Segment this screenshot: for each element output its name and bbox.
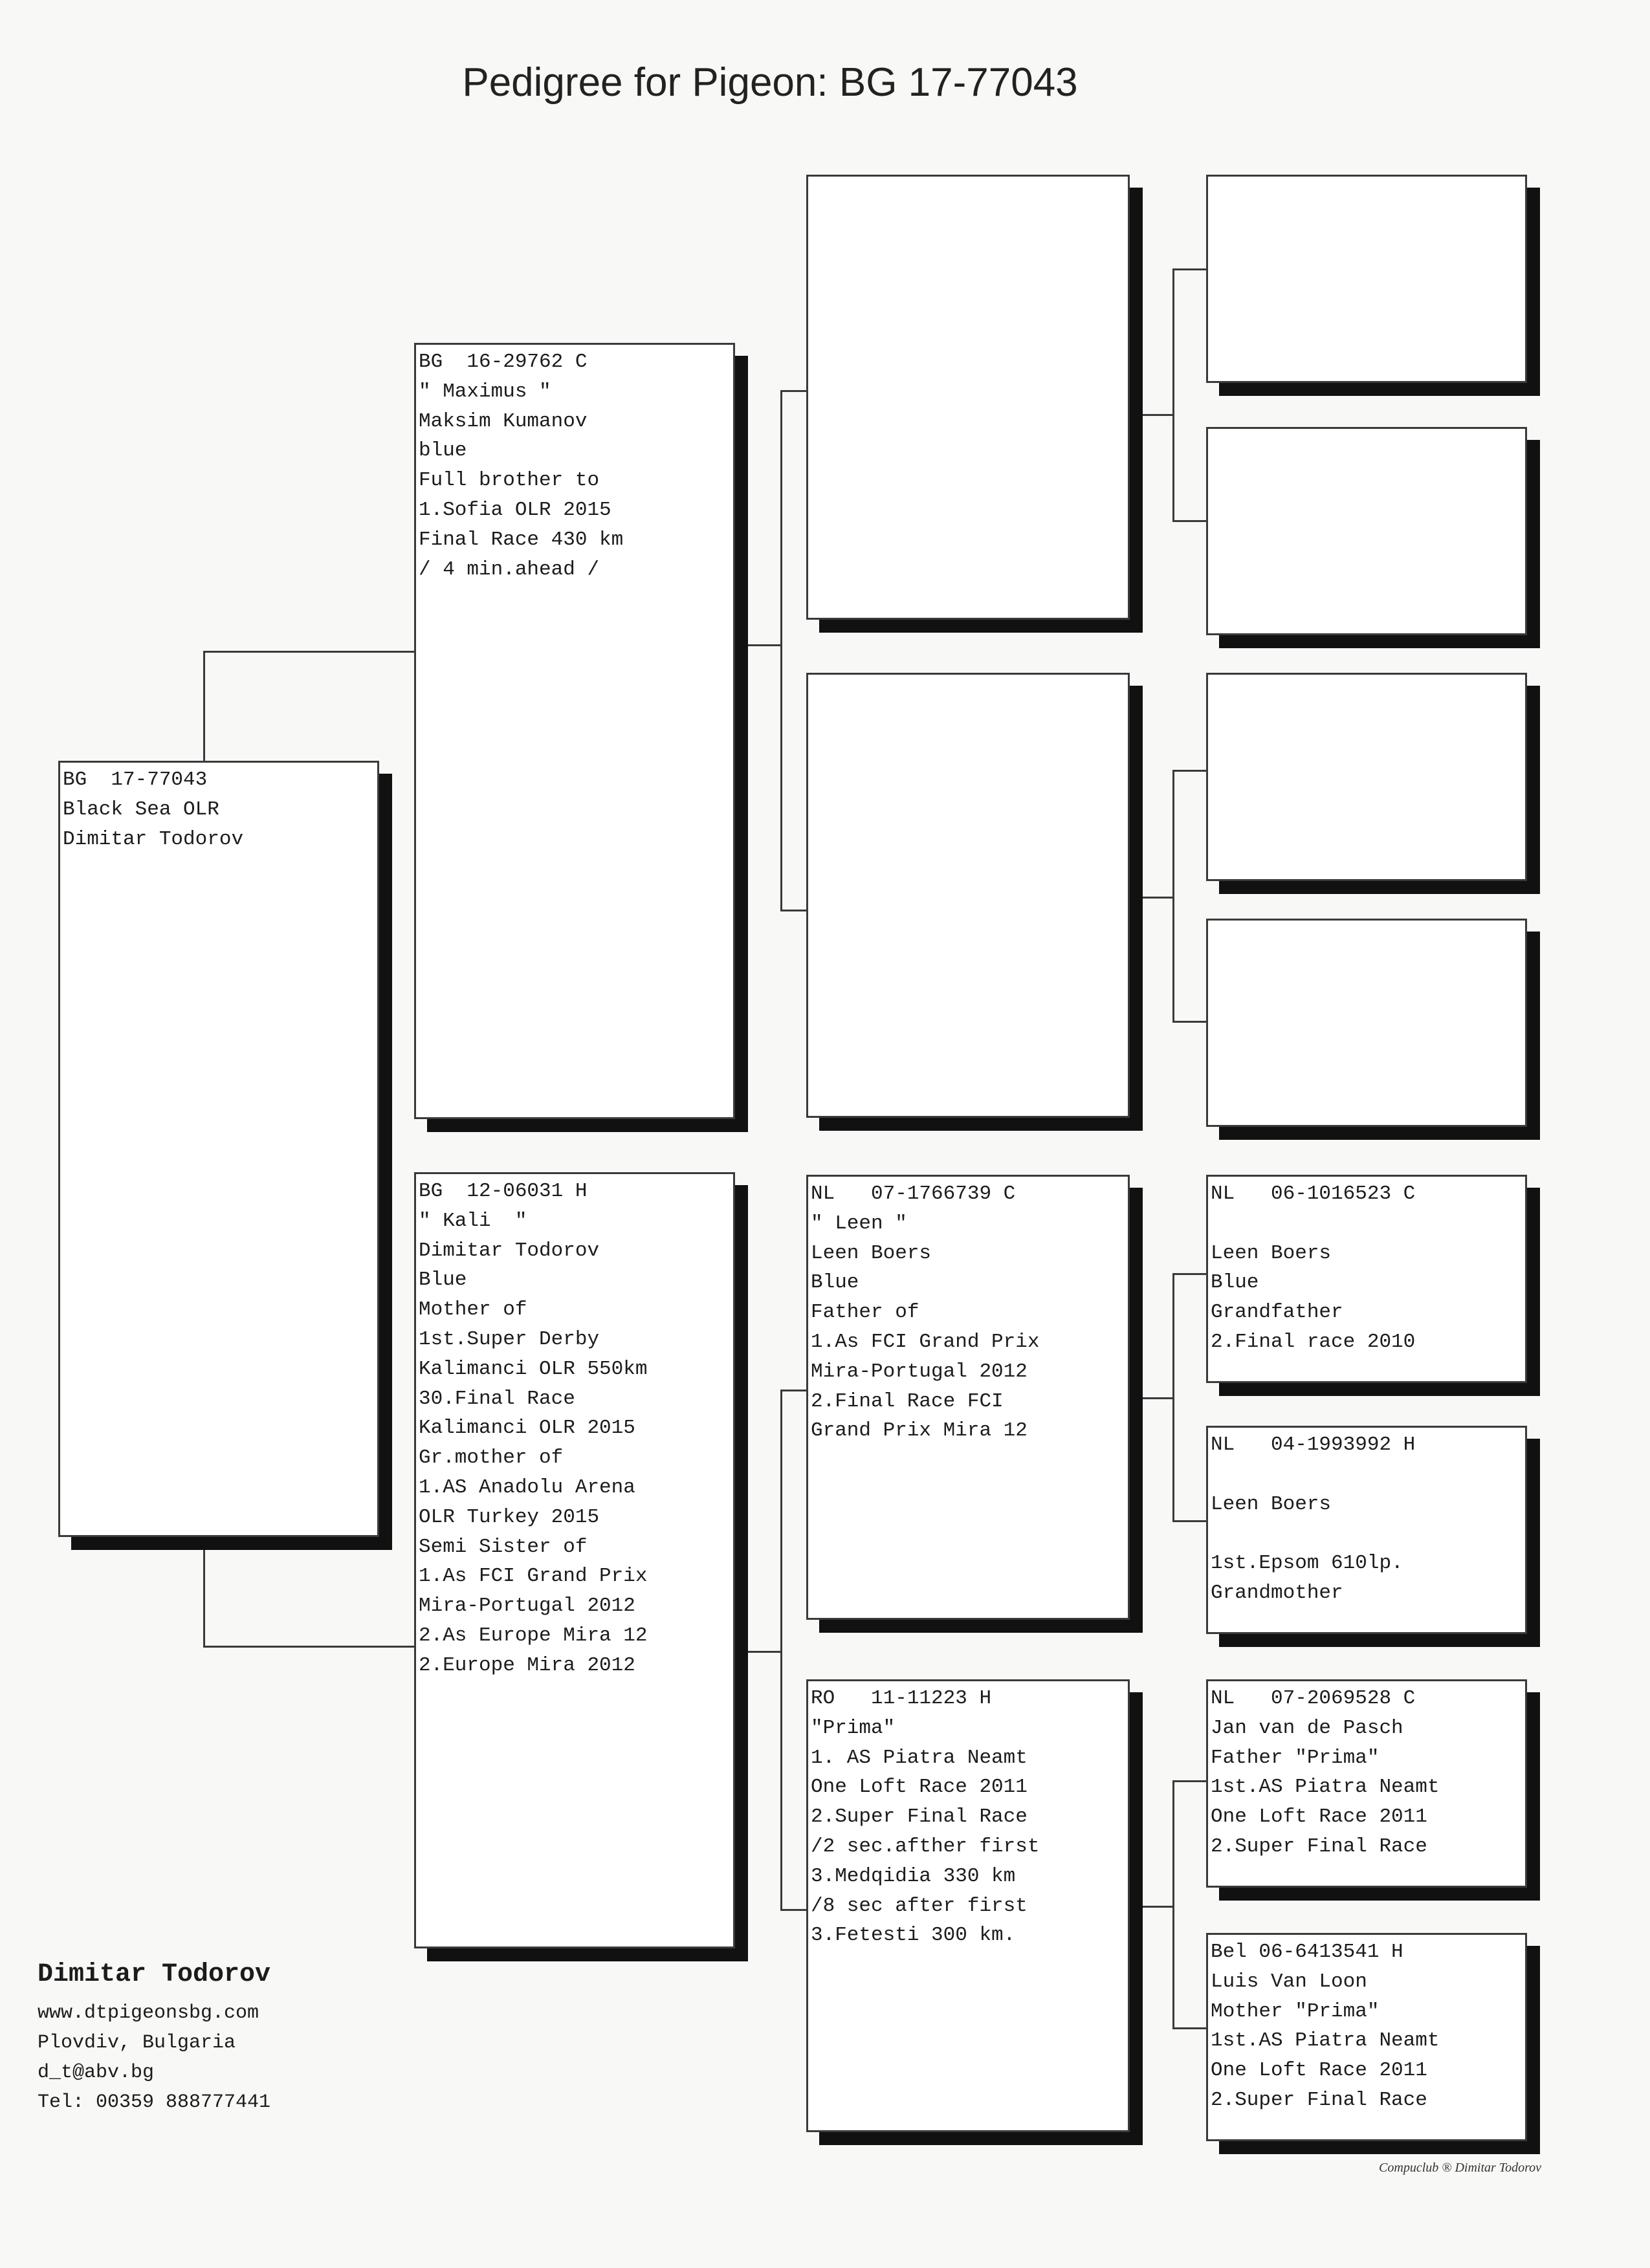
breeder-email: d_t@abv.bg [38,2062,155,2084]
pedigree-line: One Loft Race 2011 [1211,2059,1427,2082]
pedigree-line: 2.Super Final Race [811,1805,1028,1829]
pedigree-line [1211,1519,1521,1549]
pedigree-line: Mother "Prima" [1211,2000,1380,2023]
pedigree-line: 30.Final Race [419,1387,575,1410]
pedigree-box-dam-dam [806,1679,1130,2132]
pedigree-line: Gr.mother of [419,1446,564,1470]
pedigree-line: Grandfather [1211,1301,1343,1324]
pedigree-box-dam-sire [806,1175,1130,1620]
ring-number: BG 12-06031 H [419,1180,588,1203]
breeder-location: Plovdiv, Bulgaria [38,2032,236,2054]
pedigree-line: 1st.Super Derby [419,1327,600,1351]
pedigree-line: Dimitar Todorov [419,1239,600,1262]
pedigree-line: /2 sec.afther first [811,1835,1040,1858]
ring-number: Bel 06-6413541 H [1211,1941,1403,1963]
ring-number: BG 16-29762 C [419,351,588,373]
pedigree-line: Leen Boers [1211,1241,1332,1265]
pedigree-line: Dimitar Todorov [63,827,244,851]
pedigree-line: Mira-Portugal 2012 [811,1360,1028,1383]
pedigree-line: Father of [811,1301,919,1324]
pedigree-line: Grand Prix Mira 12 [811,1419,1028,1443]
pedigree-line: Blue [811,1271,859,1294]
pedigree-line: 1st.Epsom 610lp. [1211,1552,1403,1575]
pedigree-box-ss-sire [1206,175,1527,383]
pedigree-box-ss-dam [1206,427,1527,635]
pedigree-line: 1.As FCI Grand Prix [419,1565,648,1588]
pedigree-line: One Loft Race 2011 [811,1776,1028,1799]
pedigree-line: Final Race 430 km [419,528,624,551]
pedigree-box-sd-sire [1206,673,1527,881]
pedigree-line: Father "Prima" [1211,1746,1380,1769]
pedigree-box-sire-sire [806,175,1130,620]
pedigree-box-dd-dam [1206,1933,1527,2141]
software-credit: Compuclub ® Dimitar Todorov [1379,2161,1541,2175]
pedigree-line: "Prima" [811,1716,896,1739]
ring-number: RO 11-11223 H [811,1687,992,1710]
ring-number: NL 04-1993992 H [1211,1434,1416,1456]
pedigree-line: 3.Medqidia 330 km [811,1864,1016,1888]
pedigree-box-sd-dam [1206,919,1527,1127]
pedigree-line: /8 sec after first [811,1894,1028,1917]
ring-number: NL 07-2069528 C [1211,1687,1416,1710]
pedigree-line: Mother of [419,1298,527,1322]
pedigree-line: One Loft Race 2011 [1211,1805,1427,1829]
ring-number: NL 06-1016523 C [1211,1183,1416,1205]
pedigree-box-subject [58,761,379,1537]
pedigree-line: 1st.AS Piatra Neamt [1211,2029,1440,2053]
pedigree-line: 1.As FCI Grand Prix [811,1330,1040,1353]
pedigree-line: " Maximus " [419,380,551,403]
pedigree-line: Blue [1211,1271,1259,1294]
pedigree-line: Semi Sister of [419,1535,588,1558]
pedigree-box-sire [414,343,735,1119]
pedigree-line: / 4 min.ahead / [419,558,600,581]
pedigree-line: Leen Boers [1211,1492,1332,1516]
pedigree-line: Kalimanci OLR 550km [419,1357,648,1380]
pedigree-line: Blue [419,1269,467,1292]
pedigree-line: 2.Super Final Race [1211,2088,1427,2111]
pedigree-line: Black Sea OLR [63,798,219,821]
pedigree-line: 1.Sofia OLR 2015 [419,498,611,521]
pedigree-line: Leen Boers [811,1241,932,1265]
pedigree-box-sire-dam [806,673,1130,1118]
pedigree-line: Mira-Portugal 2012 [419,1595,635,1618]
pedigree-line: Full brother to [419,469,600,492]
ring-number: NL 07-1766739 C [811,1183,1016,1205]
breeder-phone: Tel: 00359 888777441 [38,2091,271,2113]
pedigree-line: 1. AS Piatra Neamt [811,1746,1028,1769]
pedigree-line: " Kali " [419,1209,527,1232]
breeder-contact [38,1960,270,2117]
pedigree-line: 1.AS Anadolu Arena [419,1476,635,1499]
pedigree-line: Jan van de Pasch [1211,1716,1403,1739]
pedigree-box-ds-dam [1206,1426,1527,1634]
pedigree-line: 2.Super Final Race [1211,1835,1427,1858]
pedigree-line: 1st.AS Piatra Neamt [1211,1776,1440,1799]
pedigree-line: Luis Van Loon [1211,1970,1367,1993]
pedigree-line: 3.Fetesti 300 km. [811,1924,1016,1947]
pedigree-line: 2.Final race 2010 [1211,1330,1416,1353]
pedigree-line: blue [419,439,467,463]
pedigree-box-dd-sire [1206,1679,1527,1888]
pedigree-line: " Leen " [811,1212,907,1235]
pedigree-line: Kalimanci OLR 2015 [419,1417,635,1440]
pedigree-line [1211,1460,1521,1490]
pedigree-line: 2.Final Race FCI [811,1390,1004,1413]
pedigree-line: OLR Turkey 2015 [419,1505,600,1529]
pedigree-line: Grandmother [1211,1581,1343,1604]
pedigree-box-ds-sire [1206,1175,1527,1383]
breeder-name: Dimitar Todorov [38,1960,271,1989]
page-title: Pedigree for Pigeon: BG 17-77043 [462,60,1078,105]
ring-number: BG 17-77043 [63,769,208,791]
pedigree-box-dam [414,1172,735,1948]
pedigree-line: 2.Europe Mira 2012 [419,1653,635,1677]
pedigree-line [1211,1209,1521,1239]
pedigree-line: 2.As Europe Mira 12 [419,1624,648,1647]
pedigree-line: Maksim Kumanov [419,409,588,433]
breeder-website: www.dtpigeonsbg.com [38,2002,259,2024]
